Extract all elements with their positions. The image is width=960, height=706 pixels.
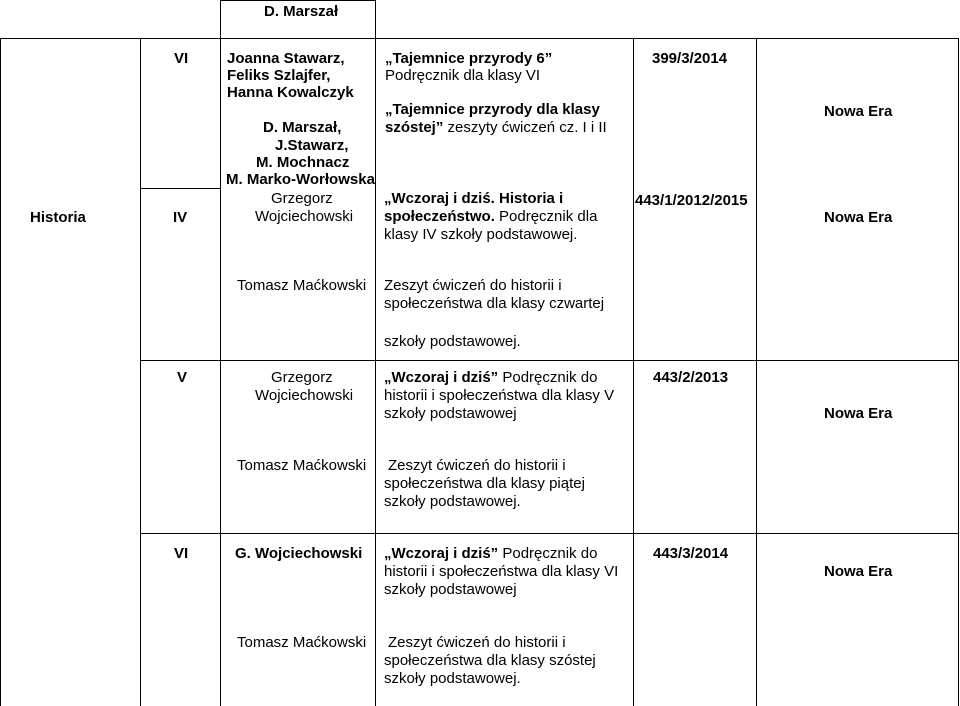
approval-number: 443/3/2014	[653, 545, 729, 562]
title-bold: szóstej”	[385, 119, 444, 136]
title-rest: zeszyty ćwiczeń cz. I i II	[443, 119, 607, 136]
title-bold: „Tajemnice przyrody 6”	[385, 50, 553, 67]
author-line: G. Wojciechowski	[235, 545, 363, 562]
author-line: Hanna Kowalczyk	[227, 84, 354, 101]
title-rest: Podręcznik do	[498, 369, 598, 386]
author-line: Joanna Stawarz,	[227, 50, 345, 67]
approval-number: 443/1/2012/2015	[635, 192, 748, 209]
title-line	[384, 190, 563, 208]
author-line: Tomasz Maćkowski	[237, 457, 367, 474]
author-line: Feliks Szlajfer,	[227, 67, 331, 84]
title-bold: „Wczoraj i dziś”	[384, 369, 499, 386]
title-rest: Podręcznik dla	[494, 208, 598, 225]
publisher: Nowa Era	[824, 405, 893, 422]
author-line: Wojciechowski	[255, 387, 354, 404]
title-line: historii i społeczeństwa dla klasy VI	[384, 563, 619, 580]
author-line: Grzegorz	[271, 190, 333, 207]
title-line: społeczeństwa dla klasy czwartej	[384, 295, 605, 312]
title-line	[384, 369, 597, 387]
title-line: szkoły podstawowej	[384, 581, 517, 598]
class-label: VI	[174, 545, 189, 562]
author-line: Grzegorz	[271, 369, 333, 386]
publisher: Nowa Era	[824, 563, 893, 580]
title-bold: „Wczoraj i dziś. Historia i	[384, 190, 564, 207]
author-line: D. Marszał,	[263, 119, 342, 136]
title-rest: Podręcznik do	[498, 545, 598, 562]
title-line: Zeszyt ćwiczeń do historii i	[388, 457, 566, 474]
class-label: IV	[173, 209, 188, 226]
title-line	[384, 208, 597, 226]
title-bold: społeczeństwo.	[384, 208, 495, 225]
title-line: Zeszyt ćwiczeń do historii i	[384, 277, 562, 294]
author-line: M. Marko-Worłowska	[226, 171, 375, 188]
title-bold: „Tajemnice przyrody dla klasy	[385, 101, 600, 118]
title-line: szkoły podstawowej.	[384, 493, 521, 510]
title-line	[385, 101, 600, 119]
title-line: Zeszyt ćwiczeń do historii i	[388, 634, 566, 651]
author-line: Tomasz Maćkowski	[237, 277, 367, 294]
title-line: historii i społeczeństwa dla klasy V	[384, 387, 615, 404]
title-line: Podręcznik dla klasy VI	[385, 67, 541, 84]
title-line: społeczeństwa dla klasy piątej	[384, 475, 585, 492]
header-author: D. Marszał	[264, 3, 339, 20]
title-bold: „Wczoraj i dziś”	[384, 545, 499, 562]
author-line: Wojciechowski	[255, 208, 354, 225]
title-line: klasy IV szkoły podstawowej.	[384, 226, 578, 243]
publisher: Nowa Era	[824, 103, 893, 120]
title-line: społeczeństwa dla klasy szóstej	[384, 652, 596, 669]
class-label: VI	[174, 50, 189, 67]
subject-label: Historia	[30, 209, 86, 226]
title-line: szkoły podstawowej.	[384, 333, 521, 350]
author-line: Tomasz Maćkowski	[237, 634, 367, 651]
author-line: J.Stawarz,	[275, 137, 349, 154]
title-line: szkoły podstawowej.	[384, 670, 521, 687]
title-line: szkoły podstawowej	[384, 405, 517, 422]
title-line	[385, 119, 607, 137]
publisher: Nowa Era	[824, 209, 893, 226]
title-line	[385, 50, 552, 68]
class-label: V	[177, 369, 188, 386]
author-line: M. Mochnacz	[256, 154, 350, 171]
approval-number: 399/3/2014	[652, 50, 728, 67]
title-line	[384, 545, 597, 563]
approval-number: 443/2/2013	[653, 369, 729, 386]
